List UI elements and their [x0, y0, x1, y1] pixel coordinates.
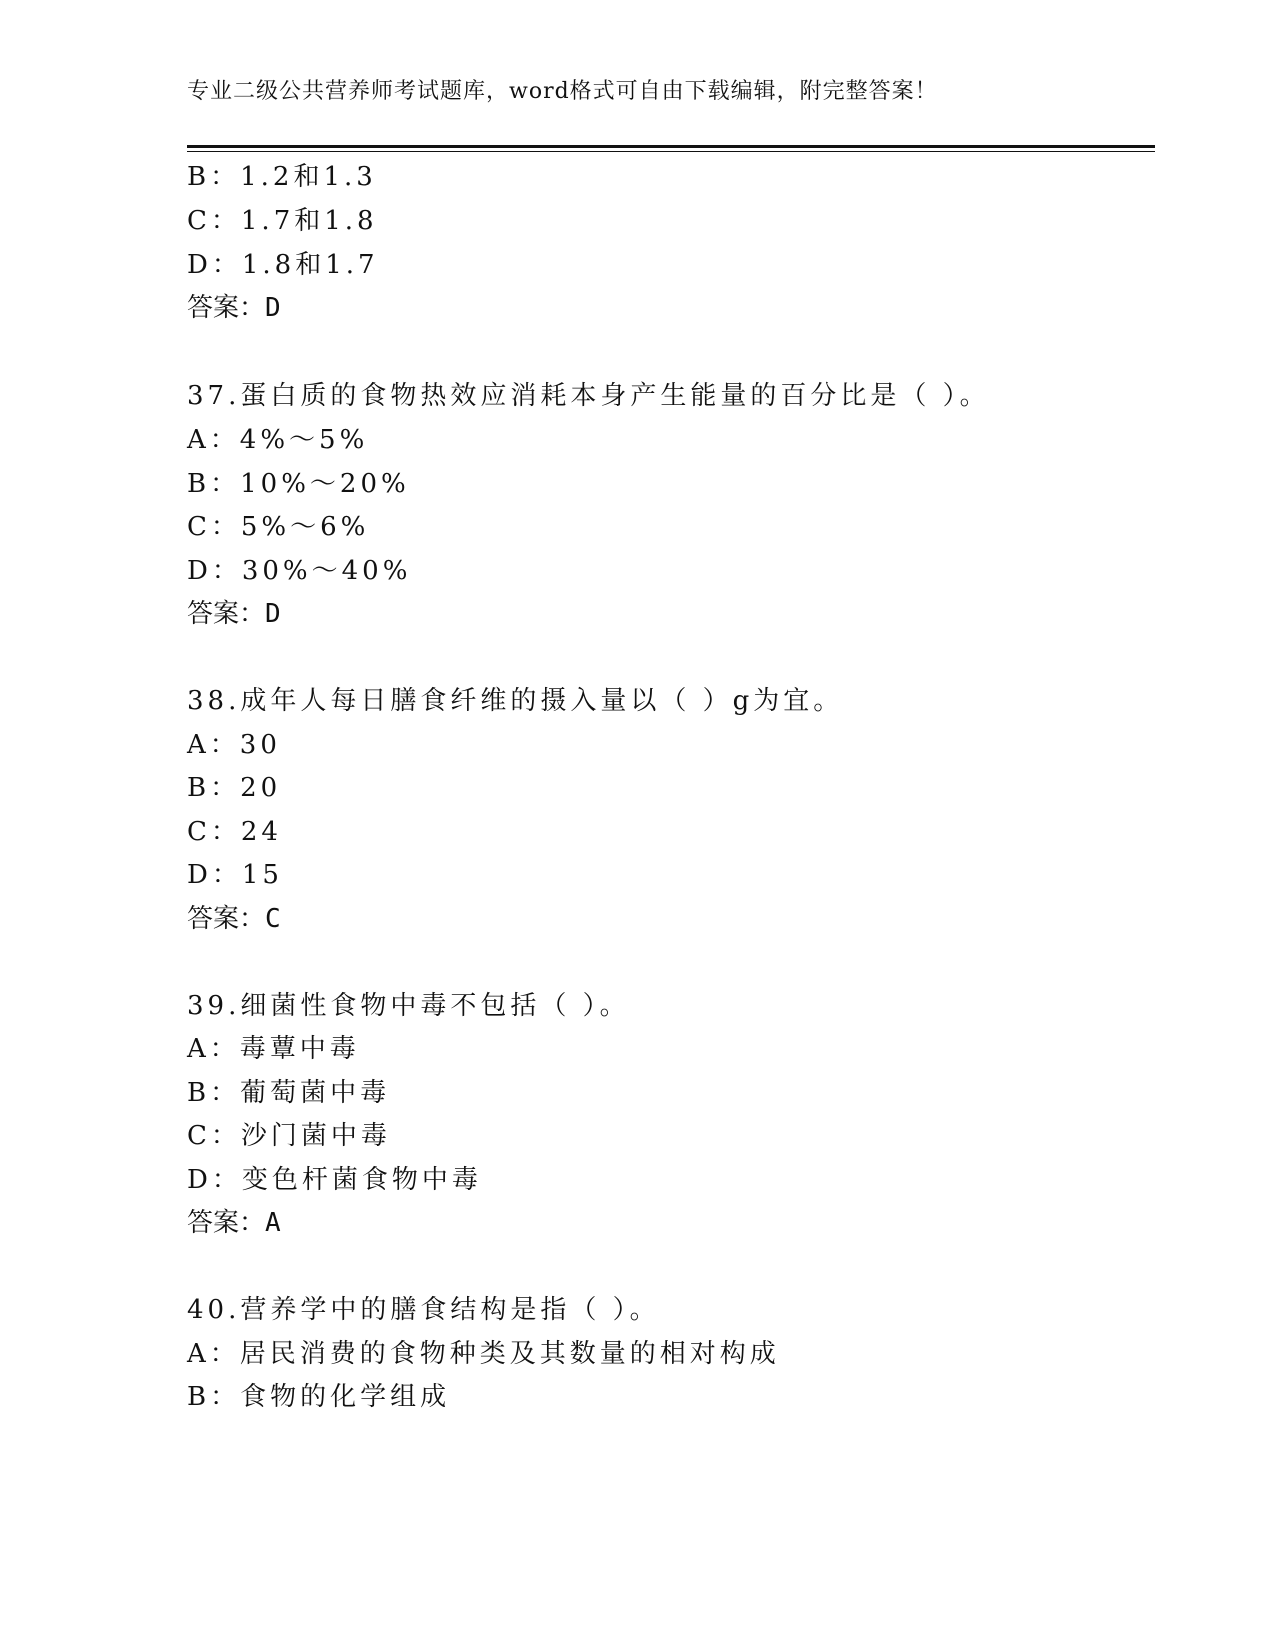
option-b: B：葡萄菌中毒 [187, 1078, 391, 1108]
option-d: D：1.8和1.7 [187, 250, 379, 280]
option-a: A：30 [187, 730, 281, 760]
header-rule-thin [187, 151, 1155, 152]
question-stem: 39.细菌性食物中毒不包括（ ）。 [187, 991, 630, 1021]
option-a: A：居民消费的食物种类及其数量的相对构成 [187, 1339, 780, 1369]
option-d: D：变色杆菌食物中毒 [187, 1165, 482, 1195]
question-stem: 37.蛋白质的食物热效应消耗本身产生能量的百分比是（ ）。 [187, 381, 990, 411]
answer: 答案：D [187, 599, 281, 629]
option-b: B：食物的化学组成 [187, 1382, 451, 1412]
question-stem: 38.成年人每日膳食纤维的摄入量以（ ）g为宜。 [187, 686, 844, 716]
answer: 答案：C [187, 904, 281, 934]
answer: 答案：D [187, 293, 281, 323]
question-stem: 40.营养学中的膳食结构是指（ ）。 [187, 1295, 660, 1325]
option-c: C：1.7和1.8 [187, 206, 378, 236]
page-header: 专业二级公共营养师考试题库，word格式可自由下载编辑，附完整答案！ [187, 79, 938, 104]
option-d: D：30%～40% [187, 556, 412, 586]
header-rule-thick [187, 145, 1155, 148]
option-b: B：10%～20% [187, 469, 410, 499]
option-b: B：1.2和1.3 [187, 162, 377, 192]
option-a: A：毒蕈中毒 [187, 1034, 360, 1064]
option-c: C：24 [187, 817, 282, 847]
option-c: C：沙门菌中毒 [187, 1121, 391, 1151]
option-c: C：5%～6% [187, 512, 370, 542]
option-a: A：4%～5% [187, 425, 369, 455]
option-d: D：15 [187, 860, 283, 890]
answer: 答案：A [187, 1208, 281, 1238]
option-b: B：20 [187, 773, 282, 803]
